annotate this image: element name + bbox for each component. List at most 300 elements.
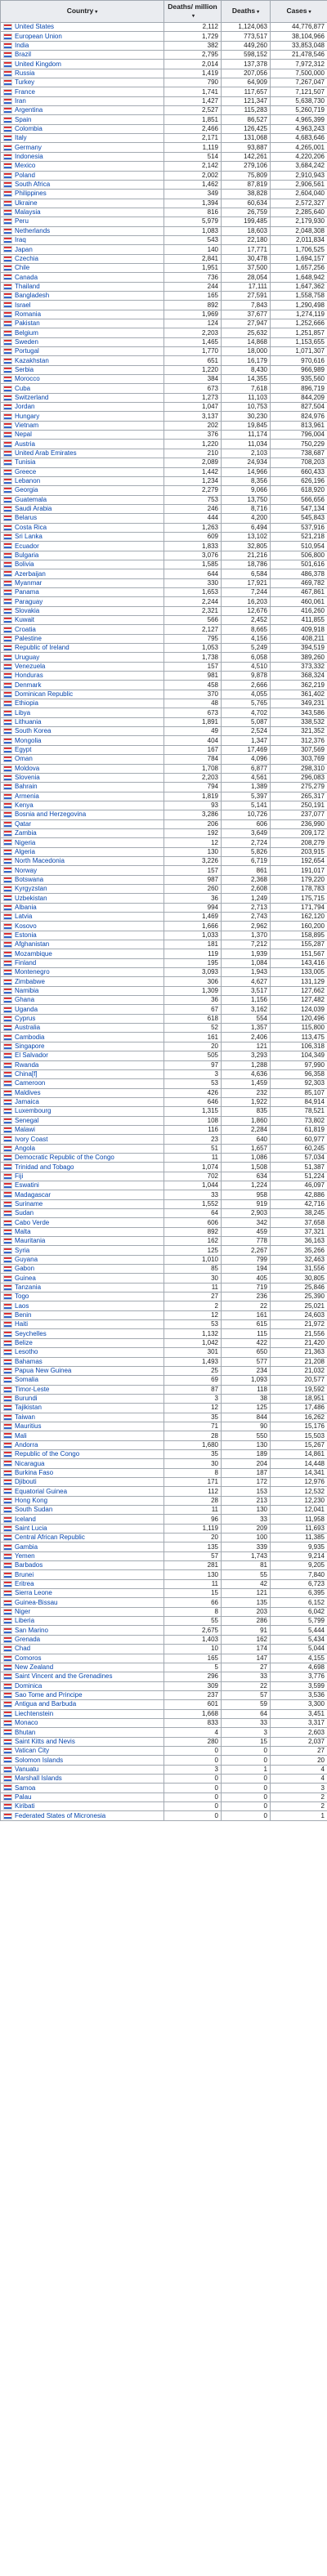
country-link[interactable]: Malawi: [15, 1126, 35, 1134]
country-link[interactable]: Italy: [15, 134, 27, 142]
country-link[interactable]: Nicaragua: [15, 1459, 45, 1467]
table-row: [1, 458, 327, 467]
cases-cell: 160,200: [271, 922, 327, 931]
table-row: [1, 384, 327, 393]
country-link[interactable]: Sudan: [15, 1209, 34, 1217]
country-link[interactable]: Solomon Islands: [15, 1756, 64, 1764]
country-link[interactable]: Afghanistan: [15, 940, 50, 949]
country-link[interactable]: Papua New Guinea: [15, 1367, 72, 1375]
country-link[interactable]: Barbados: [15, 1561, 43, 1569]
deaths-per-million-cell: 1,083: [164, 226, 222, 235]
country-link[interactable]: Georgia: [15, 486, 38, 494]
cases-cell: 191,017: [271, 866, 327, 875]
deaths-column-header[interactable]: [222, 1, 271, 23]
country-cell: [1, 78, 164, 87]
country-link[interactable]: South Korea: [15, 727, 52, 735]
country-link[interactable]: Finland: [15, 958, 37, 967]
country-link[interactable]: Argentina: [15, 106, 43, 114]
sort-icon[interactable]: ▾: [257, 10, 260, 15]
country-link[interactable]: Croatia: [15, 625, 36, 633]
country-link[interactable]: Guinea-Bissau: [15, 1598, 58, 1606]
country-link[interactable]: Egypt: [15, 746, 32, 754]
country-link[interactable]: Yemen: [15, 1551, 35, 1560]
country-link[interactable]: Bhutan: [15, 1728, 36, 1736]
country-link[interactable]: Luxembourg: [15, 1107, 52, 1115]
country-link[interactable]: Liechtenstein: [15, 1709, 54, 1717]
flag-icon: [3, 1182, 12, 1189]
country-link[interactable]: Dominican Republic: [15, 690, 74, 699]
deaths-per-million-cell: 0: [164, 1802, 222, 1811]
country-link[interactable]: Vanuatu: [15, 1765, 39, 1773]
country-cell: [1, 1802, 164, 1811]
deaths-cell: 30,478: [222, 254, 271, 263]
country-link[interactable]: Greece: [15, 467, 37, 475]
cases-cell: 237,077: [271, 810, 327, 819]
country-link[interactable]: Kazakhstan: [15, 356, 49, 364]
country-link[interactable]: Uruguay: [15, 653, 40, 661]
country-link[interactable]: Cyprus: [15, 1015, 36, 1023]
deaths-per-million-column-header[interactable]: [164, 1, 222, 23]
country-cell: [1, 616, 164, 625]
flag-icon: [3, 589, 12, 596]
country-link[interactable]: Peru: [15, 217, 29, 225]
cases-cell: 208,279: [271, 838, 327, 847]
country-link[interactable]: Ghana: [15, 996, 35, 1004]
table-row: [1, 1283, 327, 1292]
country-link[interactable]: Honduras: [15, 672, 43, 680]
country-link[interactable]: New Zealand: [15, 1663, 54, 1672]
country-link[interactable]: Kosovo: [15, 922, 37, 930]
deaths-per-million-cell: 15: [164, 1589, 222, 1598]
country-link[interactable]: Namibia: [15, 987, 39, 995]
country-link[interactable]: North Macedonia: [15, 857, 65, 865]
deaths-per-million-cell: 36: [164, 996, 222, 1005]
country-link[interactable]: Belize: [15, 1339, 33, 1347]
country-link[interactable]: Angola: [15, 1144, 35, 1152]
cases-cell: 27: [271, 1746, 327, 1755]
cases-cell: 1,252,666: [271, 319, 327, 328]
country-link[interactable]: Iraq: [15, 236, 26, 244]
country-cell: [1, 1014, 164, 1023]
country-link[interactable]: Samoa: [15, 1784, 36, 1792]
country-link[interactable]: Romania: [15, 310, 42, 318]
deaths-per-million-cell: 244: [164, 282, 222, 291]
cases-cell: 349,231: [271, 699, 327, 708]
country-cell: [1, 199, 164, 208]
country-link[interactable]: Syria: [15, 1246, 30, 1254]
country-link[interactable]: Burkina Faso: [15, 1468, 54, 1476]
country-cell: [1, 1385, 164, 1394]
country-link[interactable]: Central African Republic: [15, 1534, 85, 1542]
country-link[interactable]: Grenada: [15, 1636, 41, 1644]
cases-cell: 3,300: [271, 1700, 327, 1709]
flag-icon: [3, 1729, 12, 1735]
country-link[interactable]: El Salvador: [15, 1051, 48, 1060]
deaths-cell: 7,212: [222, 940, 271, 949]
country-link[interactable]: Palau: [15, 1792, 32, 1801]
sort-icon[interactable]: ▾: [95, 10, 98, 15]
cases-cell: 36,163: [271, 1237, 327, 1246]
country-link[interactable]: Latvia: [15, 913, 33, 921]
country-link[interactable]: Slovenia: [15, 774, 40, 782]
country-link[interactable]: Bahamas: [15, 1357, 43, 1365]
country-link[interactable]: Thailand: [15, 282, 40, 290]
country-link[interactable]: San Marino: [15, 1626, 48, 1634]
country-link[interactable]: Nepal: [15, 431, 32, 439]
country-link[interactable]: Kenya: [15, 801, 34, 810]
country-link[interactable]: Estonia: [15, 931, 37, 939]
country-cell: [1, 403, 164, 412]
deaths-per-million-cell: 8: [164, 1468, 222, 1477]
flag-icon: [3, 1618, 12, 1624]
country-link[interactable]: Laos: [15, 1301, 29, 1310]
country-link[interactable]: Albania: [15, 903, 37, 911]
flag-icon: [3, 923, 12, 930]
cases-column-header[interactable]: [271, 1, 327, 23]
country-link[interactable]: Botswana: [15, 875, 44, 883]
country-link[interactable]: Vietnam: [15, 422, 39, 430]
country-link[interactable]: Niger: [15, 1608, 31, 1616]
country-cell: [1, 1570, 164, 1579]
country-link[interactable]: Suriname: [15, 1199, 43, 1208]
country-link[interactable]: Guatemala: [15, 495, 47, 503]
country-link[interactable]: Armenia: [15, 792, 39, 800]
country-link[interactable]: Bosnia and Herzegovina: [15, 810, 87, 819]
cases-cell: 104,349: [271, 1051, 327, 1060]
country-link[interactable]: Somalia: [15, 1376, 38, 1384]
deaths-cell: 4,636: [222, 1069, 271, 1078]
country-cell: [1, 1459, 164, 1468]
country-link[interactable]: Australia: [15, 1024, 41, 1032]
table-row: [1, 41, 327, 50]
country-link[interactable]: Dominica: [15, 1681, 43, 1690]
country-link[interactable]: Turkey: [15, 78, 35, 87]
flag-icon: [3, 1609, 12, 1615]
deaths-per-million-cell: 2,675: [164, 1626, 222, 1635]
country-link[interactable]: Nigeria: [15, 838, 36, 846]
country-link[interactable]: Trinidad and Tobago: [15, 1163, 74, 1171]
country-link[interactable]: Paraguay: [15, 597, 43, 605]
country-link[interactable]: Timor-Leste: [15, 1385, 50, 1393]
country-link[interactable]: Haiti: [15, 1320, 29, 1328]
country-link[interactable]: Lebanon: [15, 477, 41, 485]
country-link[interactable]: Indonesia: [15, 153, 43, 161]
country-link[interactable]: Togo: [15, 1292, 29, 1301]
country-link[interactable]: Portugal: [15, 347, 39, 355]
country-link[interactable]: Tanzania: [15, 1284, 42, 1292]
country-link[interactable]: Guinea: [15, 1274, 36, 1282]
cases-cell: 133,005: [271, 968, 327, 977]
country-link[interactable]: Jamaica: [15, 1098, 39, 1106]
cases-cell: 9,205: [271, 1561, 327, 1570]
country-link[interactable]: Malaysia: [15, 208, 41, 217]
sort-icon[interactable]: ▾: [191, 14, 195, 19]
country-link[interactable]: Mongolia: [15, 736, 42, 744]
country-link[interactable]: Djibouti: [15, 1478, 37, 1486]
deaths-per-million-cell: 116: [164, 1125, 222, 1134]
country-link[interactable]: Pakistan: [15, 319, 40, 328]
country-link[interactable]: Switzerland: [15, 394, 49, 402]
country-link[interactable]: France: [15, 87, 35, 96]
country-link[interactable]: Costa Rica: [15, 523, 47, 531]
country-link[interactable]: Hungary: [15, 412, 40, 420]
country-link[interactable]: Germany: [15, 143, 42, 151]
deaths-per-million-cell: 20: [164, 1534, 222, 1542]
country-link[interactable]: Qatar: [15, 819, 32, 828]
country-cell: [1, 755, 164, 764]
country-link[interactable]: Monaco: [15, 1719, 38, 1727]
country-link[interactable]: Marshall Islands: [15, 1775, 62, 1783]
table-row: [1, 328, 327, 337]
cases-cell: 362,219: [271, 681, 327, 690]
country-link[interactable]: Bolivia: [15, 560, 34, 569]
deaths-cell: 234: [222, 1366, 271, 1375]
country-link[interactable]: Denmark: [15, 681, 42, 689]
deaths-per-million-cell: 53: [164, 1079, 222, 1088]
country-link[interactable]: Mauritania: [15, 1237, 46, 1245]
sort-icon[interactable]: ▾: [308, 10, 311, 15]
flag-icon: [3, 218, 12, 225]
flag-icon: [3, 441, 12, 448]
country-link[interactable]: Myanmar: [15, 578, 43, 587]
cases-cell: 21,363: [271, 1348, 327, 1357]
country-link[interactable]: Spain: [15, 115, 32, 123]
country-link[interactable]: Mauritius: [15, 1422, 42, 1431]
deaths-cell: 27,947: [222, 319, 271, 328]
flag-icon: [3, 663, 12, 670]
country-link[interactable]: Saint Lucia: [15, 1524, 47, 1532]
country-link[interactable]: Chile: [15, 264, 30, 272]
country-link[interactable]: Andorra: [15, 1440, 38, 1449]
country-link[interactable]: Saint Vincent and the Grenadines: [15, 1672, 113, 1681]
cases-cell: 1,290,498: [271, 301, 327, 310]
country-link[interactable]: Sao Tome and Principe: [15, 1691, 83, 1699]
country-link[interactable]: Iceland: [15, 1515, 36, 1523]
country-link[interactable]: Taiwan: [15, 1413, 35, 1421]
country-link[interactable]: Madagascar: [15, 1190, 52, 1199]
deaths-cell: 459: [222, 1227, 271, 1236]
country-cell: [1, 476, 164, 485]
country-link[interactable]: Venezuela: [15, 662, 46, 670]
flag-icon: [3, 320, 12, 327]
country-link[interactable]: Panama: [15, 588, 39, 596]
country-link[interactable]: South Africa: [15, 181, 51, 189]
country-link[interactable]: Sweden: [15, 337, 38, 346]
country-link[interactable]: Slovakia: [15, 606, 40, 614]
table-row: [1, 23, 327, 32]
country-link[interactable]: Chad: [15, 1645, 31, 1653]
country-link[interactable]: Uzbekistan: [15, 894, 47, 902]
country-link[interactable]: Russia: [15, 69, 35, 77]
cases-cell: 7,500,000: [271, 69, 327, 78]
country-link[interactable]: Serbia: [15, 365, 34, 373]
country-link[interactable]: Fiji: [15, 1172, 24, 1180]
country-link[interactable]: Lithuania: [15, 718, 42, 726]
country-link[interactable]: Bahrain: [15, 783, 38, 791]
country-link[interactable]: Uganda: [15, 1005, 38, 1013]
cases-cell: 3,684,242: [271, 162, 327, 171]
table-row: [1, 1144, 327, 1153]
country-link[interactable]: Belgium: [15, 328, 38, 337]
country-link[interactable]: Seychelles: [15, 1329, 47, 1337]
country-link[interactable]: Republic of the Congo: [15, 1450, 80, 1458]
country-link[interactable]: Cuba: [15, 384, 31, 392]
table-row: [1, 1431, 327, 1440]
country-link[interactable]: Cambodia: [15, 1033, 45, 1041]
country-link[interactable]: Saudi Arabia: [15, 505, 52, 513]
deaths-cell: 87,819: [222, 180, 271, 189]
country-link[interactable]: United Kingdom: [15, 60, 61, 68]
country-link[interactable]: Tunisia: [15, 458, 36, 467]
country-link[interactable]: Cabo Verde: [15, 1218, 50, 1226]
country-link[interactable]: Ukraine: [15, 199, 38, 207]
country-link[interactable]: Israel: [15, 301, 31, 309]
cases-cell: 18,951: [271, 1394, 327, 1403]
deaths-per-million-cell: 892: [164, 1227, 222, 1236]
country-link[interactable]: Oman: [15, 755, 33, 763]
country-link[interactable]: United Arab Emirates: [15, 449, 77, 458]
cases-cell: 11,958: [271, 1515, 327, 1524]
country-link[interactable]: Japan: [15, 245, 33, 253]
country-link[interactable]: Burundi: [15, 1395, 38, 1403]
country-link[interactable]: Vatican City: [15, 1747, 50, 1755]
flag-icon: [3, 1553, 12, 1560]
country-link[interactable]: Bangladesh: [15, 292, 50, 300]
country-link[interactable]: Kyrgyzstan: [15, 885, 47, 893]
country-link[interactable]: Libya: [15, 708, 31, 717]
flag-icon: [3, 1784, 12, 1791]
country-link[interactable]: Poland: [15, 171, 35, 179]
country-link[interactable]: Ecuador: [15, 542, 39, 550]
country-link[interactable]: Zambia: [15, 829, 37, 837]
country-cell: [1, 1190, 164, 1199]
country-link[interactable]: Brunei: [15, 1570, 34, 1578]
country-link[interactable]: Gabon: [15, 1265, 35, 1273]
country-cell: [1, 337, 164, 346]
country-link[interactable]: Morocco: [15, 375, 40, 383]
country-link[interactable]: Ethiopia: [15, 699, 38, 708]
table-row: [1, 1116, 327, 1125]
country-link[interactable]: Singapore: [15, 1042, 45, 1051]
table-row: [1, 1477, 327, 1486]
country-link[interactable]: Eswatini: [15, 1181, 39, 1190]
country-link[interactable]: Philippines: [15, 190, 47, 198]
deaths-cell: 7,618: [222, 384, 271, 393]
country-link[interactable]: Guyana: [15, 1255, 38, 1263]
cases-cell: 7,972,312: [271, 60, 327, 69]
country-link[interactable]: Mozambique: [15, 949, 52, 958]
country-link[interactable]: Belarus: [15, 514, 38, 522]
country-link[interactable]: Zimbabwe: [15, 977, 45, 985]
country-cell: [1, 1292, 164, 1301]
country-link[interactable]: South Sudan: [15, 1506, 53, 1514]
country-cell: [1, 328, 164, 337]
cases-cell: 4,963,243: [271, 124, 327, 133]
country-link[interactable]: Kiribati: [15, 1802, 35, 1810]
table-row: [1, 217, 327, 226]
country-link[interactable]: Lesotho: [15, 1348, 38, 1356]
country-link[interactable]: Equatorial Guinea: [15, 1487, 68, 1495]
country-link[interactable]: Azerbaijan: [15, 569, 46, 578]
country-link[interactable]: Comoros: [15, 1654, 42, 1662]
country-link[interactable]: Liberia: [15, 1617, 35, 1625]
deaths-per-million-cell: 0: [164, 1746, 222, 1755]
country-link[interactable]: Sri Lanka: [15, 533, 43, 541]
country-link[interactable]: Hong Kong: [15, 1496, 48, 1504]
country-link[interactable]: Algeria: [15, 847, 35, 855]
country-link[interactable]: Saint Kitts and Nevis: [15, 1737, 75, 1745]
deaths-per-million-cell: 1,738: [164, 653, 222, 662]
country-link[interactable]: Palestine: [15, 634, 42, 642]
country-link[interactable]: Czechia: [15, 254, 38, 262]
country-link[interactable]: Antigua and Barbuda: [15, 1700, 77, 1708]
country-link[interactable]: European Union: [15, 32, 62, 40]
country-link[interactable]: Eritrea: [15, 1580, 34, 1588]
country-link[interactable]: Brazil: [15, 51, 32, 59]
country-link[interactable]: Sierra Leone: [15, 1589, 52, 1597]
country-link[interactable]: Maldives: [15, 1088, 41, 1096]
deaths-cell: 5,765: [222, 699, 271, 708]
country-link[interactable]: Jordan: [15, 403, 35, 411]
deaths-per-million-cell: 11: [164, 1153, 222, 1162]
country-link[interactable]: Tajikistan: [15, 1404, 42, 1412]
flag-icon: [3, 246, 12, 252]
country-link[interactable]: India: [15, 41, 29, 49]
cases-cell: 4: [271, 1765, 327, 1774]
cases-cell: 296,083: [271, 773, 327, 782]
country-link[interactable]: Gambia: [15, 1542, 38, 1551]
country-link[interactable]: Bulgaria: [15, 551, 39, 559]
table-row: [1, 486, 327, 495]
country-link[interactable]: Cameroon: [15, 1079, 46, 1087]
table-row: [1, 245, 327, 254]
table-row: [1, 875, 327, 884]
country-cell: [1, 1079, 164, 1088]
country-link[interactable]: Mali: [15, 1431, 27, 1440]
country-link[interactable]: Rwanda: [15, 1060, 39, 1069]
country-column-header[interactable]: [1, 1, 164, 23]
country-link[interactable]: Democratic Republic of the Congo: [15, 1154, 114, 1162]
country-link[interactable]: Benin: [15, 1311, 32, 1319]
country-link[interactable]: Malta: [15, 1227, 31, 1235]
flag-icon: [3, 283, 12, 290]
country-link[interactable]: China[f]: [15, 1070, 38, 1078]
country-link[interactable]: Ivory Coast: [15, 1135, 48, 1143]
country-link[interactable]: Senegal: [15, 1116, 39, 1124]
cases-cell: 1: [271, 1811, 327, 1820]
deaths-per-million-cell: 55: [164, 1617, 222, 1626]
country-link[interactable]: Kuwait: [15, 616, 35, 624]
country-link[interactable]: Mexico: [15, 162, 36, 170]
deaths-cell: 57: [222, 1690, 271, 1699]
flag-icon: [3, 42, 12, 49]
country-link[interactable]: United States: [15, 23, 55, 31]
table-row: [1, 1227, 327, 1236]
country-link[interactable]: Austria: [15, 440, 35, 448]
country-link[interactable]: Iran: [15, 97, 26, 105]
country-link[interactable]: Montenegro: [15, 968, 50, 976]
cases-cell: 5,799: [271, 1617, 327, 1626]
country-link[interactable]: Canada: [15, 273, 38, 281]
country-link[interactable]: Republic of Ireland: [15, 644, 69, 652]
country-link[interactable]: Federated States of Micronesia: [15, 1811, 106, 1819]
deaths-per-million-cell: 67: [164, 1005, 222, 1014]
country-link[interactable]: Netherlands: [15, 226, 51, 234]
table-row: [1, 986, 327, 995]
country-link[interactable]: Moldova: [15, 764, 40, 772]
country-link[interactable]: Colombia: [15, 125, 43, 133]
country-link[interactable]: Norway: [15, 866, 38, 874]
